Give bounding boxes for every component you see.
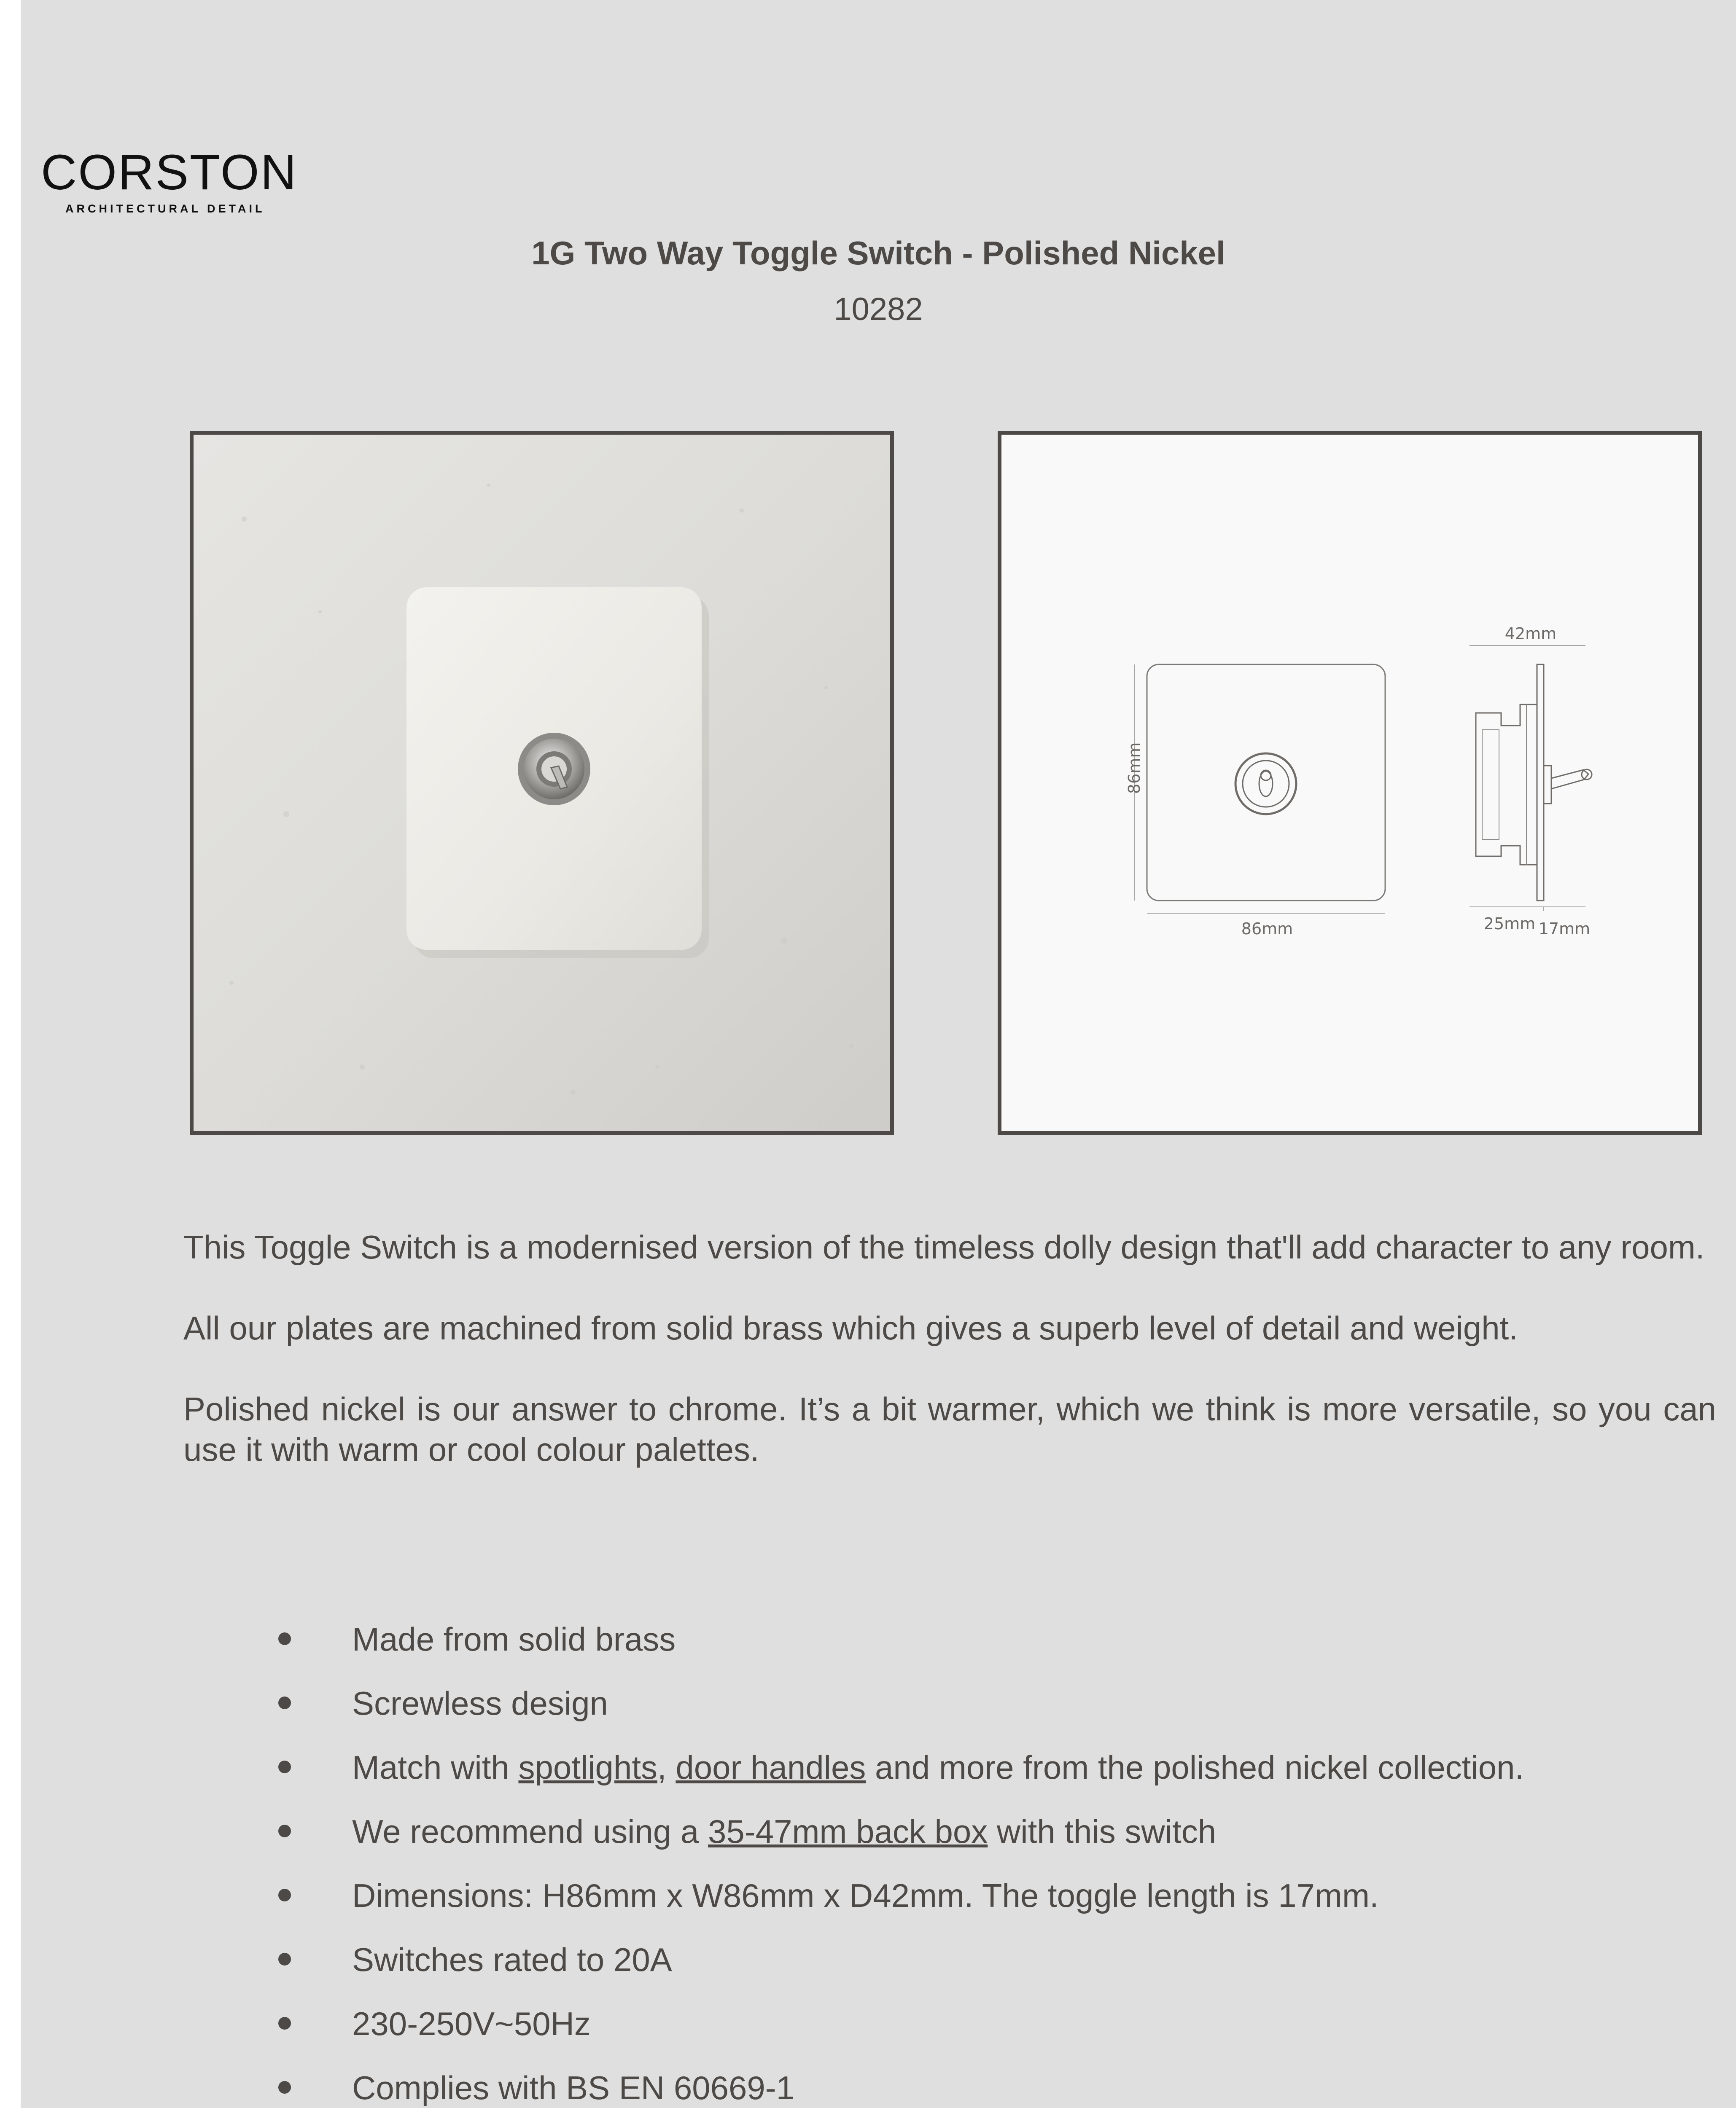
bullet-icon — [278, 1632, 291, 1645]
product-description — [183, 1227, 1716, 1510]
bullet-icon — [278, 1697, 291, 1709]
brand-logo — [41, 145, 298, 215]
feature-list — [183, 1619, 1701, 2108]
bullet-icon — [278, 1825, 291, 1837]
bullet-icon — [278, 1889, 291, 1901]
label-depth: 42mm — [1505, 624, 1557, 643]
list-item: Dimensions: H86mm x W86mm x D42mm. The toggle length is 17mm. — [183, 1875, 1701, 1939]
label-width: 86mm — [1241, 920, 1293, 938]
switch-photo-illustration — [194, 435, 890, 1131]
bullet-icon — [278, 1953, 291, 1965]
description-paragraph: All our plates are machined from solid brass which gives a superb level of detail and weight. — [183, 1309, 1518, 1347]
list-item: Switches rated to 20A — [183, 1939, 1701, 2003]
bullet-icon — [278, 2081, 291, 2094]
document-page — [21, 0, 1736, 2108]
spotlights-link[interactable]: spotlights — [518, 1749, 657, 1786]
list-item: Match with spotlights, door handles and more from the polished nickel collection. — [183, 1747, 1701, 1811]
list-item: We recommend using a 35-47mm back box with this switch — [183, 1811, 1701, 1875]
door-handles-link[interactable]: door handles — [676, 1749, 866, 1786]
list-item: Made from solid brass — [183, 1619, 1701, 1683]
product-title: 1G Two Way Toggle Switch - Polished Nickel — [531, 234, 1225, 272]
technical-drawing — [998, 431, 1702, 1135]
label-toggle-length: 17mm — [1538, 920, 1591, 938]
product-sku: 10282 — [834, 291, 923, 327]
label-plate-depth: 25mm — [1483, 914, 1536, 933]
description-paragraph: Polished nickel is our answer to chrome. It’s a bit warmer, which we think is more versatile, so you can use it with warm or cool colour palettes. — [183, 1390, 1716, 1468]
list-item: Screwless design — [183, 1683, 1701, 1747]
label-height: 86mm — [1125, 742, 1144, 794]
bullet-icon — [278, 2017, 291, 2030]
back-box-link[interactable]: 35-47mm back box — [708, 1813, 988, 1850]
brand-name: CORSTON — [41, 145, 298, 200]
dimension-drawing — [1001, 435, 1698, 1131]
list-item: 230-250V~50Hz — [183, 2003, 1701, 2068]
description-paragraph: This Toggle Switch is a modernised version of the timeless dolly design that'll add character to any room. — [183, 1229, 1705, 1266]
bullet-icon — [278, 1761, 291, 1773]
brand-tagline: ARCHITECTURAL DETAIL — [65, 202, 265, 215]
product-photo — [190, 431, 894, 1135]
list-item: Complies with BS EN 60669-1 — [183, 2068, 1701, 2108]
